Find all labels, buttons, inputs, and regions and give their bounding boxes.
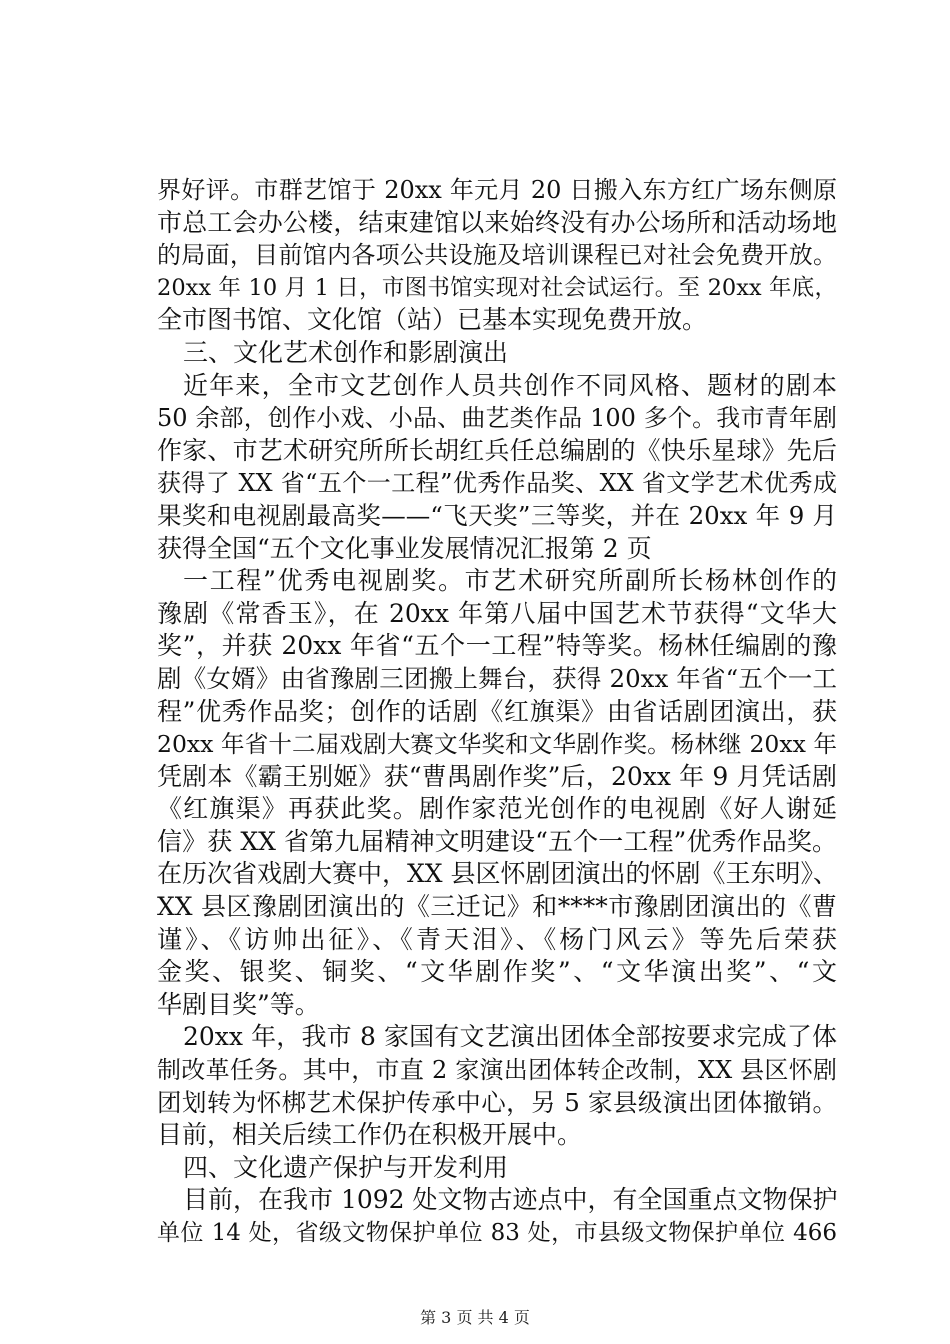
- text-line: 团划转为怀梆艺术保护传承中心，另 5 家县级演出团体撤销。: [157, 1087, 837, 1117]
- text-line: 获得全国“五个文化事业发展情况汇报第 2 页: [157, 533, 652, 563]
- text-line: 豫剧《常香玉》，在 20xx 年第八届中国艺术节获得“文华大: [157, 598, 837, 628]
- text-line: 20xx 年 10 月 1 日，市图书馆实现对社会试运行。至 20xx 年底，: [157, 274, 837, 301]
- section-heading: 四、文化遗产保护与开发利用: [183, 1152, 509, 1182]
- text-line: 奖”，并获 20xx 年省“五个一工程”特等奖。杨林任编剧的豫: [157, 631, 837, 661]
- section-heading: 三、文化艺术创作和影剧演出: [183, 337, 509, 367]
- text-line: 金奖、银奖、铜奖、“文华剧作奖”、“文华演出奖”、“文: [157, 957, 837, 987]
- text-line: 全市图书馆、文化馆（站）已基本实现免费开放。: [157, 305, 708, 335]
- text-line: 目前，在我市 1092 处文物古迹点中，有全国重点文物保护: [183, 1185, 838, 1215]
- text-line: 作家、市艺术研究所所长胡红兵任总编剧的《快乐星球》先后: [157, 435, 837, 465]
- text-line: 华剧目奖”等。: [157, 989, 320, 1019]
- text-line: 20xx 年，我市 8 家国有文艺演出团体全部按要求完成了体: [183, 1022, 837, 1052]
- text-line: 的局面，目前馆内各项公共设施及培训课程已对社会免费开放。: [157, 241, 837, 270]
- text-line: 凭剧本《霸王别姬》获“曹禺剧作奖”后，20xx 年 9 月凭话剧: [157, 761, 837, 791]
- text-line: 果奖和电视剧最高奖——“飞天奖”三等奖，并在 20xx 年 9 月: [157, 500, 837, 530]
- text-line: 获得了 XX 省“五个一工程”优秀作品奖、XX 省文学艺术优秀成: [157, 469, 837, 498]
- text-line: 近年来，全市文艺创作人员共创作不同风格、题材的剧本: [183, 370, 837, 400]
- text-line: 界好评。市群艺馆于 20xx 年元月 20 日搬入东方红广场东侧原: [157, 176, 837, 204]
- document-body: [157, 174, 837, 1250]
- text-line: 制改革任务。其中，市直 2 家演出团体转企改制，XX 县区怀剧: [157, 1056, 837, 1085]
- text-line: 一工程”优秀电视剧奖。市艺术研究所副所长杨林创作的: [183, 566, 837, 596]
- text-line: 市总工会办公楼，结束建馆以来始终没有办公场所和活动场地: [157, 207, 837, 237]
- text-line: 信》获 XX 省第九届精神文明建设“五个一工程”优秀作品奖。: [157, 826, 837, 856]
- text-line: 目前，相关后续工作仍在积极开展中。: [157, 1120, 583, 1150]
- text-line: 单位 14 处，省级文物保护单位 83 处，市县级文物保护单位 466: [157, 1220, 837, 1246]
- text-line: 程”优秀作品奖；创作的话剧《红旗渠》由省话剧团演出，获: [157, 696, 837, 726]
- text-line: 20xx 年省十二届戏剧大赛文华奖和文华剧作奖。杨林继 20xx 年: [157, 730, 837, 759]
- text-line: 在历次省戏剧大赛中，XX 县区怀剧团演出的怀剧《王东明》、: [157, 859, 839, 889]
- page-number-footer: 第 3 页 共 4 页: [420, 1308, 530, 1327]
- text-line: 50 余部，创作小戏、小品、曲艺类作品 100 多个。我市青年剧: [157, 404, 837, 433]
- text-line: 剧《女婿》由省豫剧三团搬上舞台，获得 20xx 年省“五个一工: [157, 663, 837, 693]
- text-line: XX 县区豫剧团演出的《三迁记》和****市豫剧团演出的《曹: [157, 892, 837, 922]
- text-line: 谨》、《访帅出征》、《青天泪》、《杨门风云》等先后荣获: [157, 924, 837, 954]
- text-line: 《红旗渠》再获此奖。剧作家范光创作的电视剧《好人谢延: [157, 794, 837, 824]
